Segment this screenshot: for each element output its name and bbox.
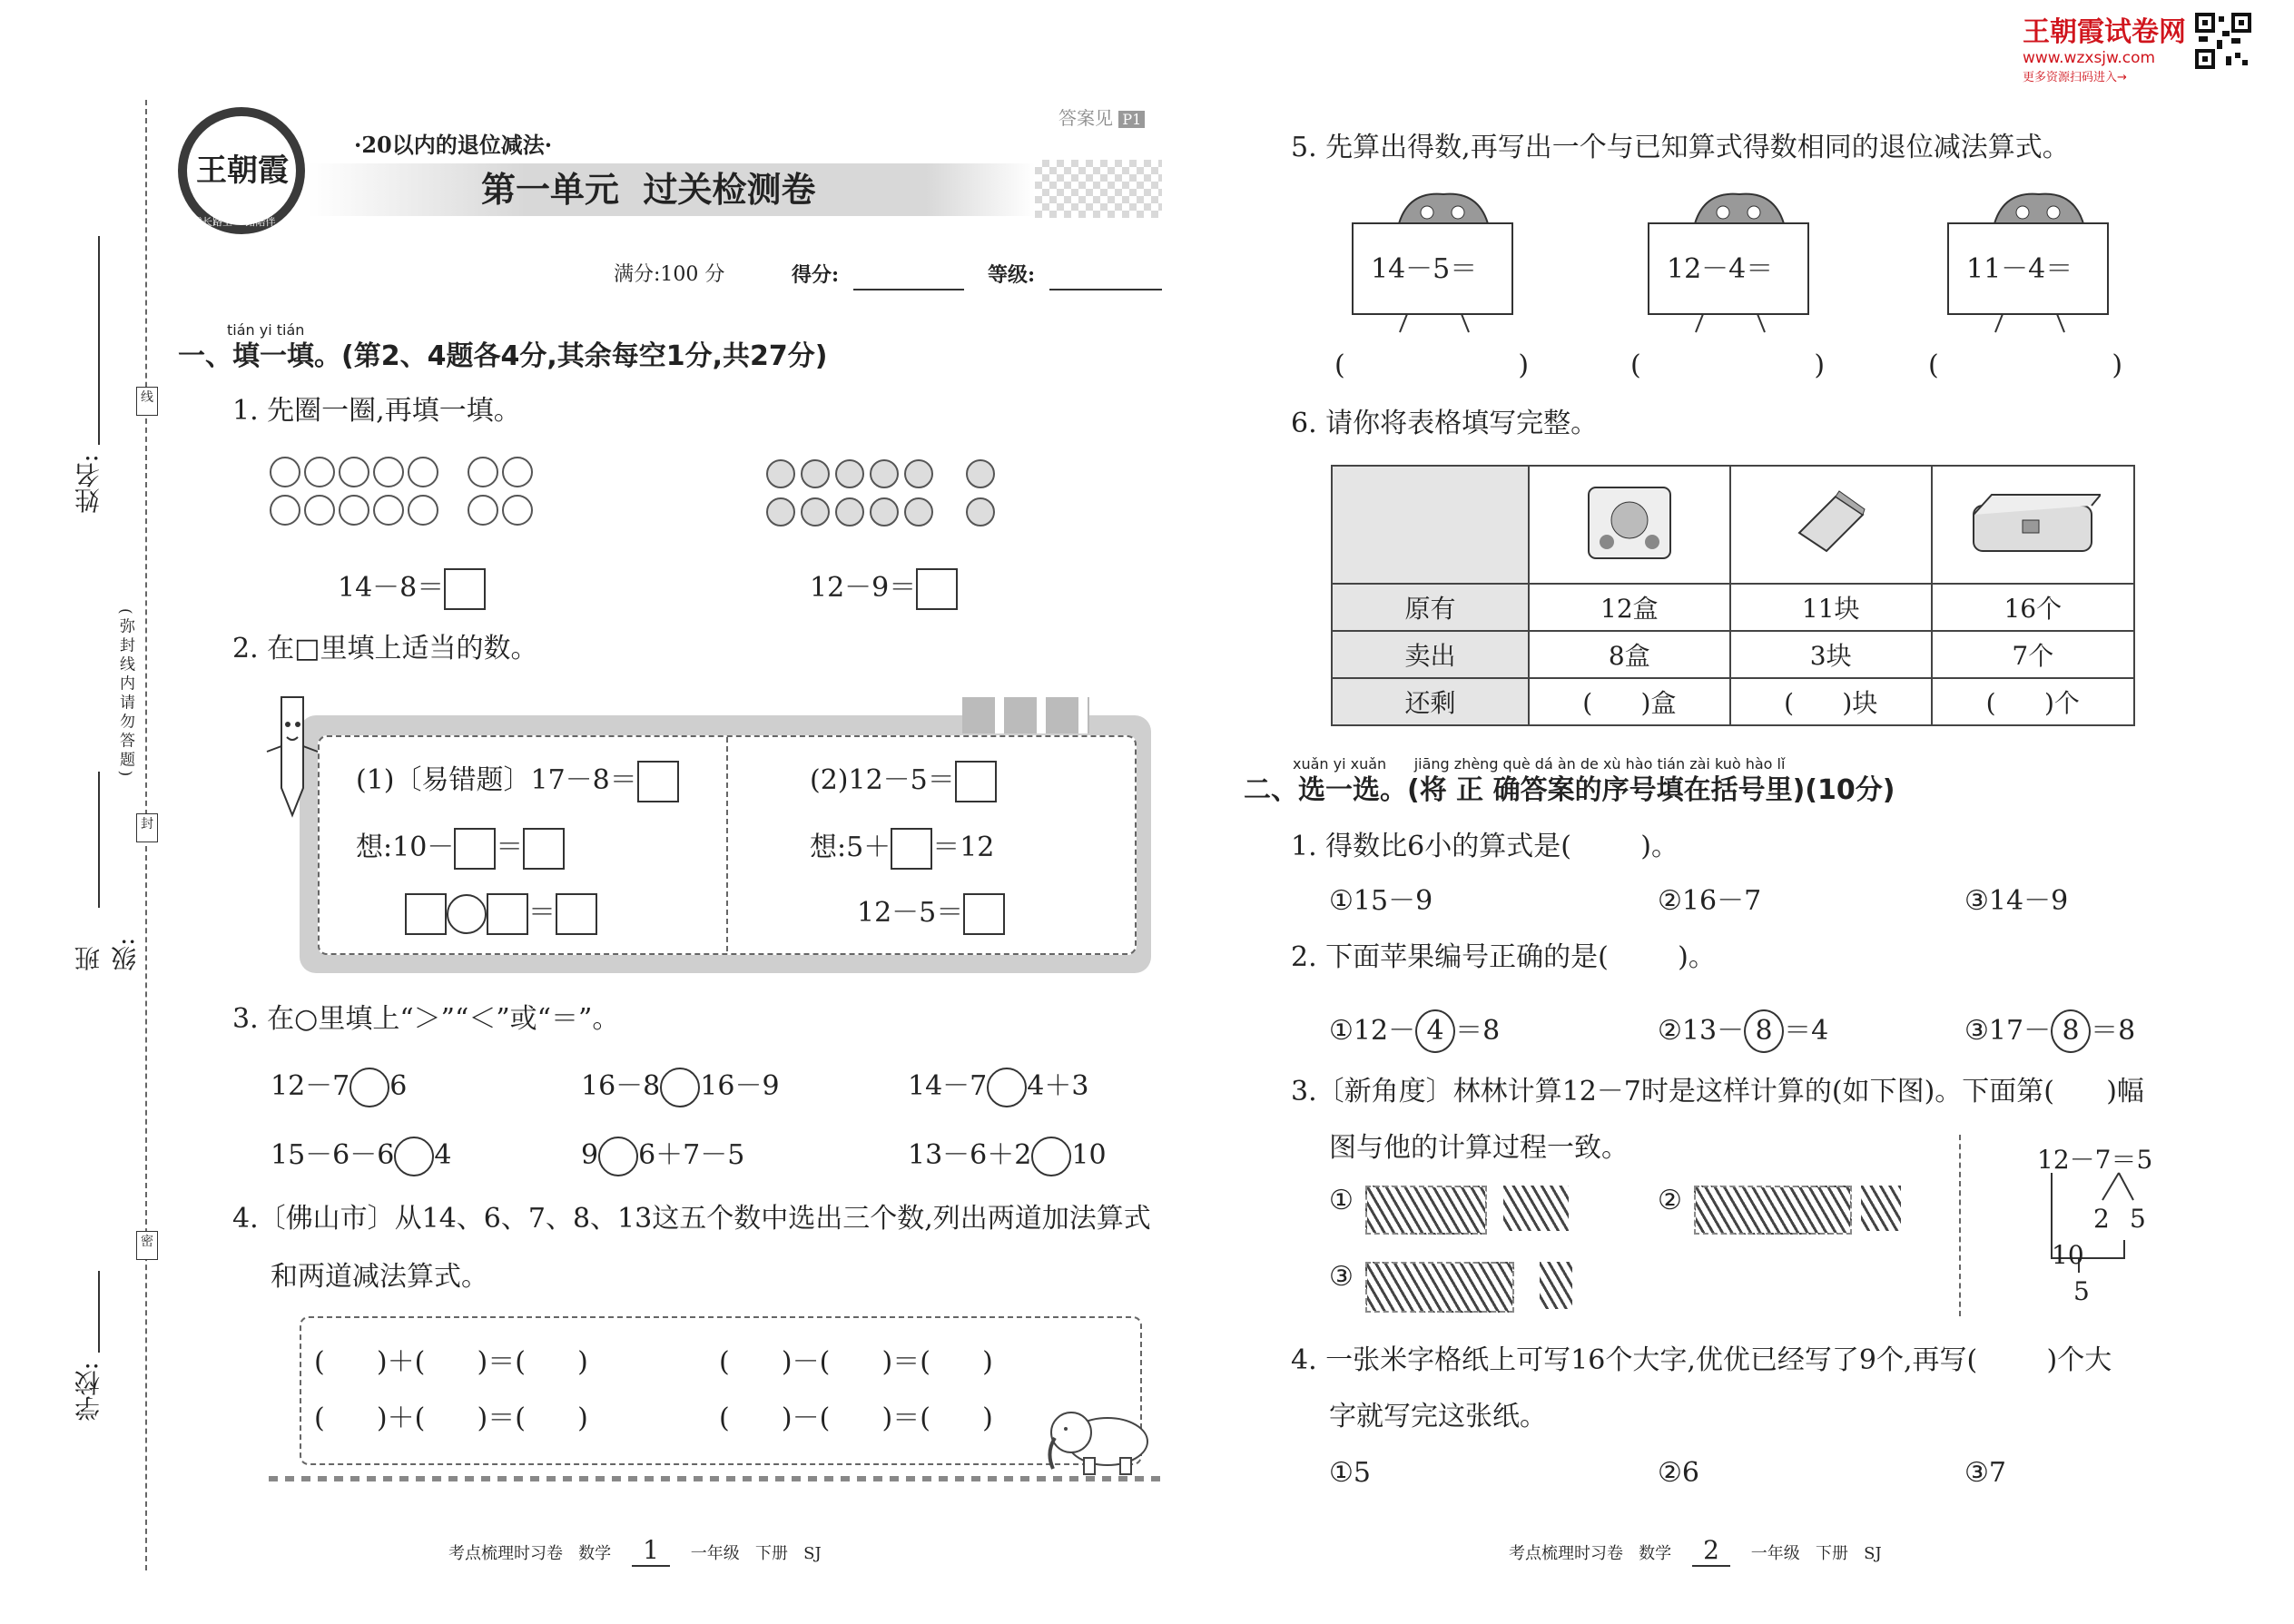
q2-left-think-text: 想:10－: [356, 832, 455, 863]
q2-left-eq: [405, 893, 597, 935]
compare-circle[interactable]: [987, 1068, 1027, 1107]
cookie-tin-icon: [1580, 478, 1679, 566]
compare-circle[interactable]: [350, 1068, 389, 1107]
s2-q1-option-3[interactable]: ③14－9: [1964, 885, 2069, 917]
q2-right-title: [810, 761, 997, 802]
class-label: 班级:: [74, 937, 140, 971]
q3-left: 9: [581, 1139, 599, 1171]
logo-badge: [178, 107, 305, 234]
q4-add-2[interactable]: ( )＋( )＝( ): [314, 1403, 588, 1434]
q3-separator: [1959, 1135, 1961, 1316]
s2-q3-text-2: 图与他的计算过程一致。: [1329, 1132, 1629, 1164]
q3-left: 12－7: [271, 1070, 350, 1102]
q5-sign-3: 11－4＝: [1966, 253, 2073, 285]
table-corner-cell: [1332, 466, 1529, 584]
name-field: [71, 236, 107, 527]
class-field: [71, 844, 140, 971]
diagram-b: 5: [2130, 1204, 2146, 1234]
s2-q4-text-2: 字就写完这张纸。: [1329, 1401, 1547, 1432]
sticks-group-2b: [1861, 1186, 1901, 1231]
s2-q1-text: 1. 得数比6小的算式是( )。: [1291, 831, 1679, 862]
checker-decoration: [1035, 160, 1162, 218]
answer-ref: [1058, 109, 1145, 127]
s2-q3-label-2[interactable]: ②: [1658, 1185, 1682, 1216]
q3-right: 4＋3: [1027, 1070, 1089, 1102]
seal-note: (弥封线内请勿答题): [116, 608, 134, 781]
q3-right: 16－9: [700, 1070, 780, 1102]
apple-icon: [1744, 1009, 1784, 1053]
footer-edition: SJ: [1864, 1544, 1882, 1563]
q3-item-6: [908, 1137, 1107, 1176]
footer-subject: 数学: [578, 1544, 612, 1563]
answer-box[interactable]: [963, 893, 1005, 935]
brand-url: www.wzxsjw.com: [2023, 49, 2156, 67]
table-cell: 12盒: [1529, 584, 1730, 631]
option-post: ＝8: [2091, 1015, 2136, 1047]
section2-title: 二、选一选。(将 正 确答案的序号填在括号里)(10分): [1244, 774, 1895, 806]
s2-q2-option-2[interactable]: [1658, 1009, 1828, 1053]
answer-box[interactable]: [955, 761, 997, 802]
page-number: 2: [1692, 1535, 1730, 1567]
grade-blank[interactable]: [1049, 289, 1162, 290]
q3-item-2: [581, 1068, 780, 1107]
q2-right-think-a: 想:5＋: [810, 832, 891, 863]
compare-circle[interactable]: [1031, 1137, 1071, 1176]
table-header-item-2: [1730, 466, 1932, 584]
answer-box[interactable]: [444, 568, 486, 610]
s2-q3-label-1[interactable]: ①: [1329, 1185, 1354, 1216]
q3-left: 16－8: [581, 1070, 661, 1102]
q5-blank-3[interactable]: ( ): [1928, 349, 2123, 381]
pencil-mascot-icon: [265, 688, 320, 824]
diagram-top: 12－7＝5: [2037, 1145, 2153, 1175]
elephant-icon: [1044, 1398, 1171, 1480]
answer-box[interactable]: [637, 761, 679, 802]
q2-right-think: [810, 828, 994, 870]
full-score: 满分:100 分: [614, 263, 725, 286]
section1-title: 一、填一填。(第2、4题各4分,其余每空1分,共27分): [178, 340, 828, 372]
q3-text: 3. 在○里填上“＞”“＜”或“＝”。: [232, 1003, 620, 1035]
grass-decoration: [269, 1476, 1167, 1481]
name-label: 姓名:: [74, 454, 103, 514]
footer-term: 下册: [1815, 1544, 1848, 1563]
answer-box[interactable]: [405, 893, 447, 935]
pencil-case-icon: [1964, 478, 2101, 566]
section2-pinyin: xuǎn yi xuǎn jiāng zhèng què dá àn de xù hào tián zài kuò hào lǐ: [1293, 755, 1786, 773]
q1-eq2: [810, 568, 958, 610]
s2-q2-option-3[interactable]: [1964, 1009, 2135, 1053]
s2-q3-text-1: 3.〔新角度〕林林计算12－7时是这样计算的(如下图)。下面第( )幅: [1291, 1076, 2144, 1107]
s2-q2-option-1[interactable]: [1329, 1009, 1500, 1053]
page-number: 1: [632, 1535, 670, 1567]
q2-right-think-b: ＝12: [932, 832, 995, 863]
section1-pinyin: tián yi tián: [227, 321, 305, 339]
q4-text-2: 和两道减法算式。: [271, 1261, 488, 1293]
q3-item-1: [271, 1068, 407, 1107]
table-header-item-1: [1529, 466, 1730, 584]
s2-q3-label-3[interactable]: ③: [1329, 1261, 1354, 1293]
compare-circle[interactable]: [660, 1068, 700, 1107]
grade-label: 等级:: [988, 263, 1036, 287]
s2-q1-option-1[interactable]: ①15－9: [1329, 885, 1433, 917]
footer-series: 考点梳理时习卷: [448, 1544, 563, 1563]
q3-item-5: [581, 1137, 744, 1176]
s2-q4-option-3[interactable]: ③7: [1964, 1457, 2006, 1489]
score-blank[interactable]: [853, 289, 964, 290]
option-pre: ③17－: [1964, 1015, 2052, 1047]
q2-tabs-decoration: [962, 697, 1089, 733]
q2-right-eq: [857, 893, 1005, 935]
compare-circle[interactable]: [598, 1137, 638, 1176]
q1-eq1: [338, 568, 486, 610]
option-pre: ②13－: [1658, 1015, 1745, 1047]
q3-right: 4: [434, 1139, 452, 1171]
q6-text: 6. 请你将表格填写完整。: [1291, 408, 1599, 439]
table-answer-cell[interactable]: ( )个: [1932, 678, 2134, 725]
q4-add-1[interactable]: ( )＋( )＝( ): [314, 1346, 588, 1378]
q1-eq1-text: 14－8＝: [338, 572, 445, 604]
split-diagram: [2024, 1140, 2206, 1313]
apple-number: 8: [1755, 1015, 1773, 1047]
apple-number: 8: [2062, 1015, 2080, 1047]
logo-motto: 成长路上 一路陪伴: [192, 216, 276, 228]
sticks-group-3: [1365, 1262, 1514, 1313]
equals: ＝: [528, 897, 556, 929]
option-post: ＝4: [1784, 1015, 1829, 1047]
score-label: 得分:: [792, 263, 840, 287]
q4-sub-1[interactable]: ( )－( )＝( ): [719, 1346, 993, 1378]
s2-q1-option-2[interactable]: ②16－7: [1658, 885, 1762, 917]
apple-number: 4: [1426, 1015, 1444, 1047]
logo-text: 王朝霞: [196, 153, 289, 189]
row-label: 原有: [1332, 584, 1529, 631]
q2-left-title: [356, 761, 679, 802]
page-title: 第一单元 过关检测卷: [481, 169, 816, 210]
q3-right: 10: [1071, 1139, 1107, 1171]
answer-box[interactable]: [454, 828, 496, 870]
answer-box[interactable]: [487, 893, 528, 935]
q5-blank-1[interactable]: ( ): [1334, 349, 1530, 381]
topic: ·20以内的退位减法·: [354, 132, 553, 158]
table-row: [1332, 631, 2134, 678]
apple-group: [764, 452, 1000, 534]
table-answer-cell[interactable]: ( )盒: [1529, 678, 1730, 725]
q5-blank-2[interactable]: ( ): [1630, 349, 1826, 381]
q5-sign-2: 12－4＝: [1667, 253, 1774, 285]
q3-left: 15－6－6: [271, 1139, 395, 1171]
answer-ref-label: 答案见: [1058, 107, 1113, 129]
footer-grade: 一年级: [1750, 1544, 1800, 1563]
diagram-d: 5: [2073, 1276, 2090, 1306]
q4-text-1: 4.〔佛山市〕从14、6、7、8、13这五个数中选出三个数,列出两道加法算式: [232, 1203, 1151, 1235]
seal-mark-3: 密: [136, 1231, 158, 1260]
sticks-group-3b: [1540, 1262, 1572, 1309]
answer-box[interactable]: [523, 828, 565, 870]
footer-left: [448, 1535, 822, 1565]
brand-name: 王朝霞试卷网: [2023, 16, 2186, 48]
q4-answer-panel: [300, 1316, 1142, 1465]
q2-divider: [726, 737, 728, 951]
q3-left: 13－6＋2: [908, 1139, 1032, 1171]
school-field: [71, 1271, 107, 1434]
row-label: 还剩: [1332, 678, 1529, 725]
table-row: [1332, 678, 2134, 725]
sticks-group-2: [1694, 1186, 1852, 1235]
answer-box[interactable]: [916, 568, 958, 610]
brand-tagline: 更多资源扫码进入→: [2023, 71, 2127, 84]
table-cell: 16个: [1932, 584, 2134, 631]
school-label: 学校:: [74, 1362, 103, 1422]
peach-group: [269, 452, 541, 534]
row-label: 卖出: [1332, 631, 1529, 678]
answer-box[interactable]: [891, 828, 932, 870]
q6-table: [1331, 465, 2135, 726]
seal-mark-1: 线: [136, 387, 158, 416]
q2-left-title-text: (1)〔易错题〕17－8＝: [356, 764, 637, 796]
q3-item-4: [271, 1137, 451, 1176]
q3-left: 14－7: [908, 1070, 988, 1102]
q2-right-title-text: (2)12－5＝: [810, 764, 955, 796]
equals: ＝: [496, 832, 524, 863]
operator-circle[interactable]: [447, 894, 487, 934]
eraser-icon: [1781, 478, 1881, 566]
q1-text: 1. 先圈一圈,再填一填。: [232, 395, 521, 427]
q5-text: 5. 先算出得数,再写出一个与已知算式得数相同的退位减法算式。: [1291, 132, 2070, 163]
qr-code-icon: [2195, 13, 2251, 69]
table-answer-cell[interactable]: ( )块: [1730, 678, 1932, 725]
s2-q4-option-1[interactable]: ①5: [1329, 1457, 1371, 1489]
option-pre: ①12－: [1329, 1015, 1416, 1047]
q3-item-3: [908, 1068, 1088, 1107]
table-header-item-3: [1932, 466, 2134, 584]
footer-term: 下册: [754, 1544, 788, 1563]
split-lines: [2024, 1167, 2206, 1304]
sticks-group-1b: [1503, 1186, 1569, 1231]
table-row: [1332, 584, 2134, 631]
diagram-c: 10: [2052, 1240, 2084, 1270]
seal-mark-2: 封: [136, 813, 158, 842]
compare-circle[interactable]: [394, 1137, 434, 1176]
table-cell: 3块: [1730, 631, 1932, 678]
footer-edition: SJ: [803, 1544, 822, 1563]
footer-right: [1509, 1535, 1882, 1565]
footer-subject: 数学: [1639, 1544, 1672, 1563]
answer-box[interactable]: [556, 893, 597, 935]
q4-sub-2[interactable]: ( )－( )＝( ): [719, 1403, 993, 1434]
diagram-a: 2: [2093, 1204, 2110, 1234]
q2-text: 2. 在□里填上适当的数。: [232, 633, 538, 664]
option-post: ＝8: [1455, 1015, 1501, 1047]
q5-sign-1: 14－5＝: [1371, 253, 1478, 285]
q2-right-eq-text: 12－5＝: [857, 897, 964, 929]
s2-q4-option-2[interactable]: ②6: [1658, 1457, 1699, 1489]
sticks-group-1: [1365, 1186, 1487, 1235]
table-cell: 8盒: [1529, 631, 1730, 678]
footer-series: 考点梳理时习卷: [1509, 1544, 1623, 1563]
table-cell: 11块: [1730, 584, 1932, 631]
q2-left-think: [356, 828, 565, 870]
footer-grade: 一年级: [690, 1544, 740, 1563]
q1-eq2-text: 12－9＝: [810, 572, 917, 604]
apple-icon: [1415, 1009, 1455, 1053]
q3-right: 6＋7－5: [638, 1139, 745, 1171]
table-cell: 7个: [1932, 631, 2134, 678]
answer-page-badge: P1: [1118, 111, 1145, 128]
s2-q4-text-1: 4. 一张米字格纸上可写16个大字,优优已经写了9个,再写( )个大: [1291, 1344, 2112, 1376]
q3-right: 6: [389, 1070, 408, 1102]
s2-q2-text: 2. 下面苹果编号正确的是( )。: [1291, 941, 1716, 973]
apple-icon: [2051, 1009, 2091, 1053]
